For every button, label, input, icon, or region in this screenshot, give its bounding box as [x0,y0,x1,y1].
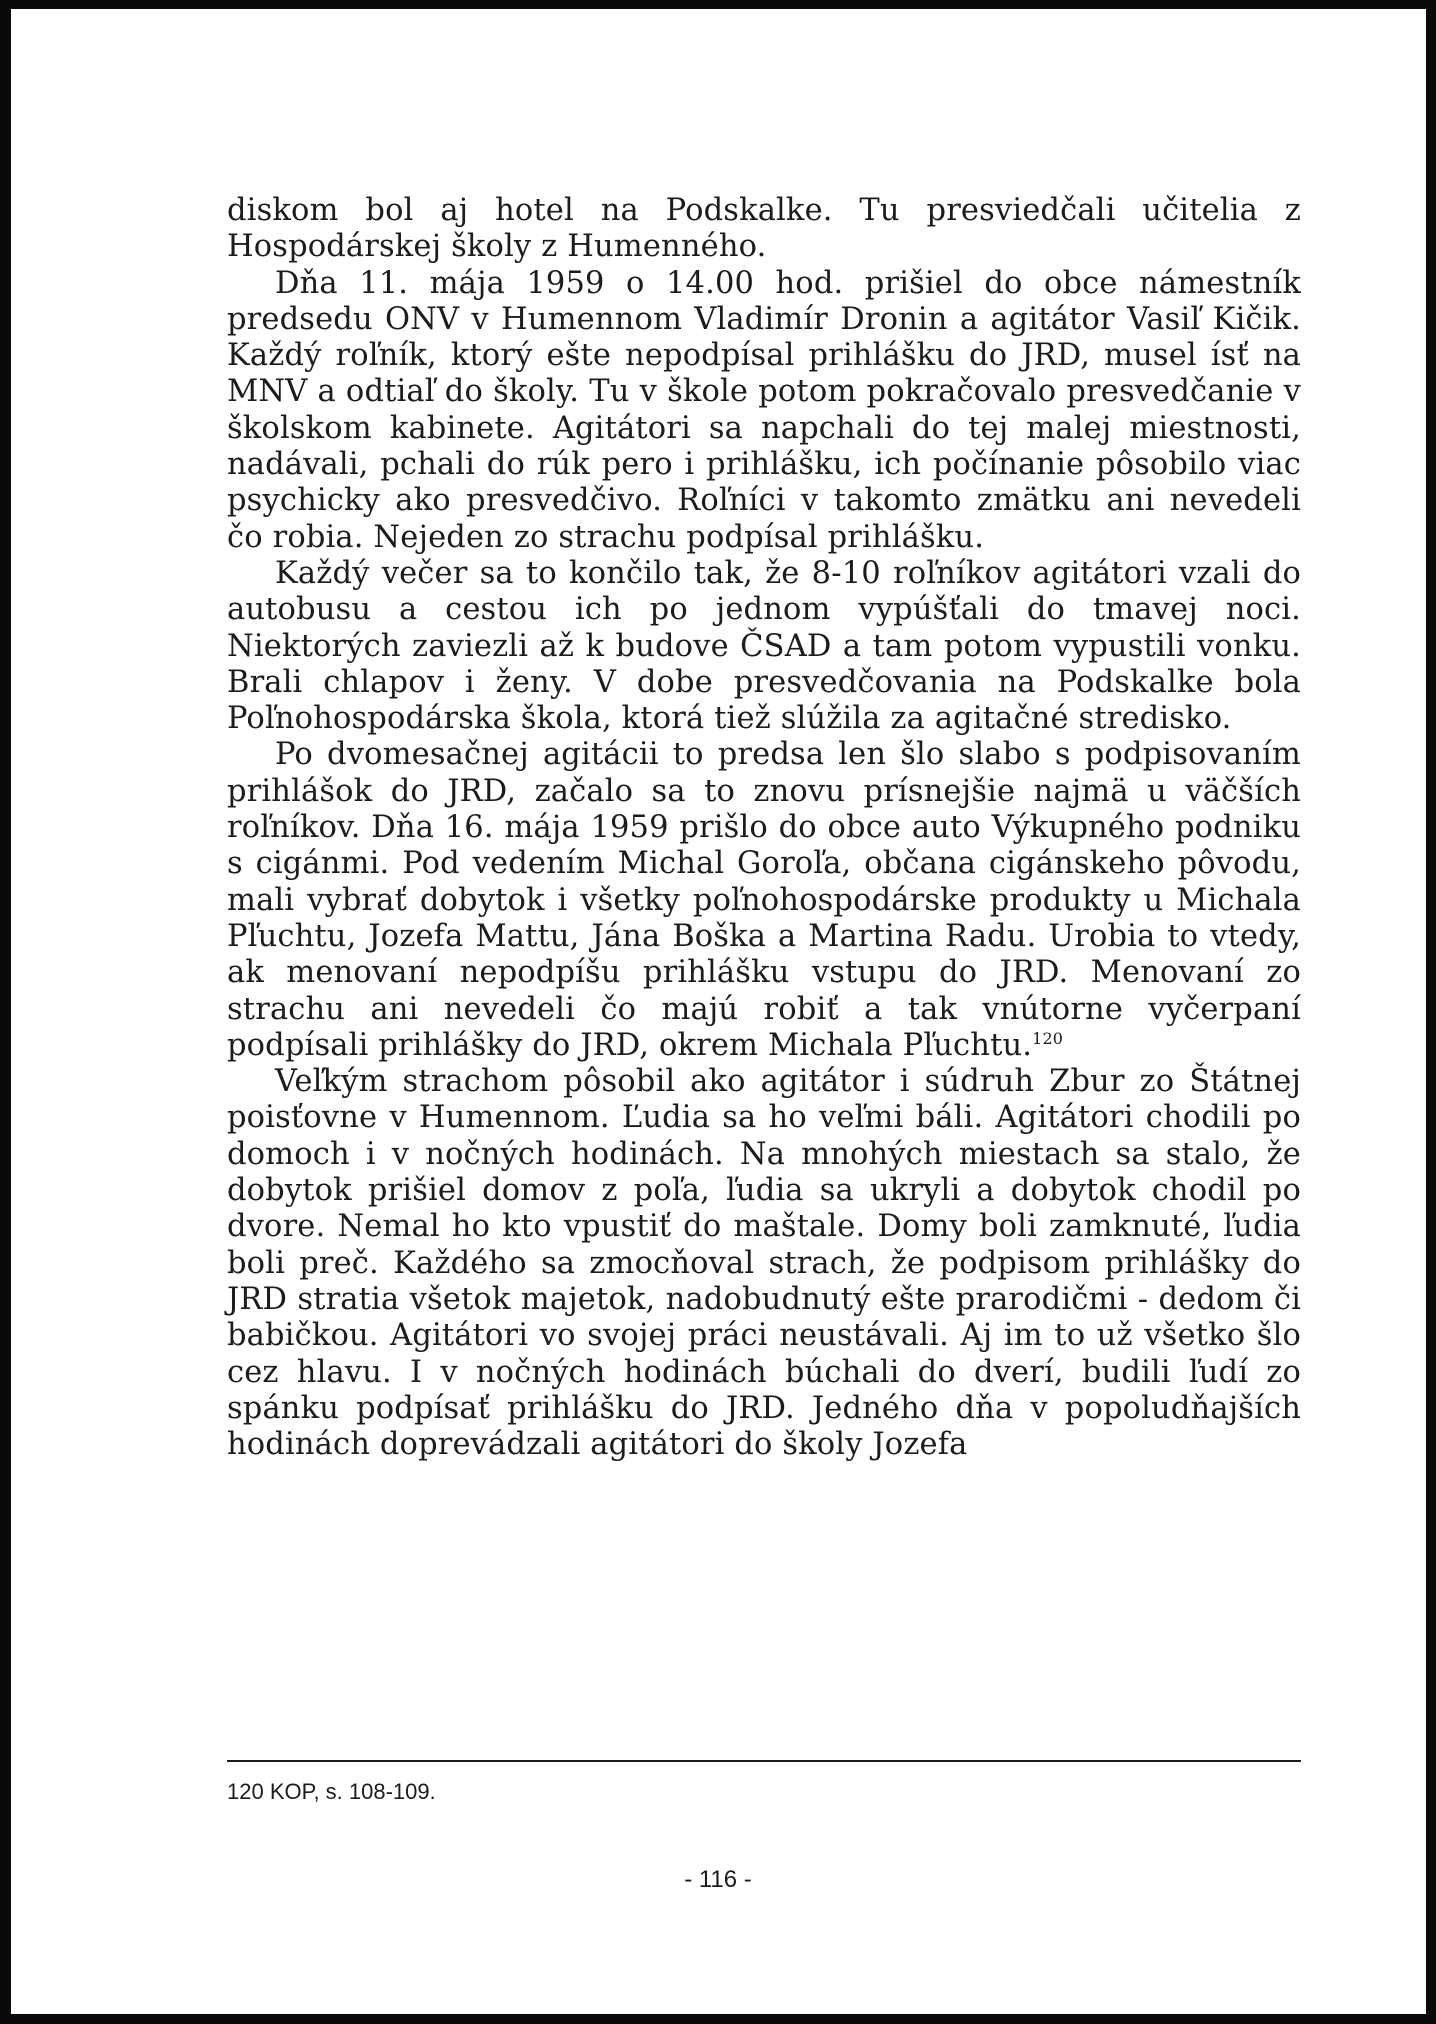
footnote: 120 KOP, s. 108-109. [227,1779,436,1804]
paragraph: Každý večer sa to končilo tak, že 8-10 roľníkov agitátori vzali do autobusu a cestou ich po jednom vypúšťali do tmavej noci. Niektorých zaviezli až k budove ČSAD a tam potom vypustili vonku. Brali chlapov i ženy. V dobe presvedčovania na Podskalke bola Poľnohospodárska škola, ktorá tiež slúžila za agitačné stredisko. [227,555,1301,737]
paragraph: Dňa 11. mája 1959 o 14.00 hod. prišiel do obce námestník predsedu ONV v Humennom Vladimír Dronin a agitátor Vasiľ Kičik. Každý roľník, ktorý ešte nepodpísal prihlášku do JRD, musel ísť na MNV a odtiaľ do školy. Tu v škole potom pokračovalo presvedčanie v školskom kabinete. Agitátori sa napchali do tej malej miestnosti, nadávali, pchali do rúk pero i prihlášku, ich počínanie pôsobilo viac psychicky ako presvedčivo. Roľníci v takomto zmätku ani nevedeli čo robia. Nejeden zo strachu podpísal prihlášku. [227,265,1301,555]
page-number: - 116 - [684,1866,752,1893]
footnote-divider [227,1760,1301,1762]
body-text [227,193,1301,1463]
paragraph-text: Po dvomesačnej agitácii to predsa len šlo slabo s podpisovaním prihlášok do JRD, začalo sa to znovu prísnejšie najmä u väčších roľníkov. Dňa 16. mája 1959 prišlo do obce auto Výkupného podniku s cigánmi. Pod vedením Michal Goroľa, občana cigánskeho pôvodu, mali vybrať dobytok i všetky poľnohospodárske produkty u Michala Pľuchtu, Jozefa Mattu, Jána Boška a Martina Radu. Urobia to vtedy, ak menovaní nepodpíšu prihlášku vstupu do JRD. Menovaní zo strachu ani nevedeli čo majú robiť a tak vnútorne vyčerpaní podpísali prihlášky do JRD, okrem Michala Pľuchtu. [227,737,1301,1063]
paragraph-with-footnote [227,737,1301,1064]
footnote-reference: 120 [1032,1028,1064,1048]
paragraph: Veľkým strachom pôsobil ako agitátor i súdruh Zbur zo Štátnej poisťovne v Humennom. Ľudia sa ho veľmi báli. Agitátori chodili po domoch i v nočných hodinách. Na mnohých miestach sa stalo, že dobytok prišiel domov z poľa, ľudia sa ukryli a dobytok chodil po dvore. Nemal ho kto vpustiť do maštale. Domy boli zamknuté, ľudia boli preč. Každého sa zmocňoval strach, že podpisom prihlášky do JRD stratia všetok majetok, nadobudnutý ešte prarodičmi - dedom či babičkou. Agitátori vo svojej práci neustávali. Aj im to už všetko šlo cez hlavu. I v nočných hodinách búchali do dverí, budili ľudí zo spánku podpísať prihlášku do JRD. Jedného dňa v popoludňajších hodinách doprevádzali agitátori do školy Jozefa [227,1064,1301,1463]
paragraph: diskom bol aj hotel na Podskalke. Tu presviedčali učitelia z Hospodárskej školy z Humenného. [227,193,1301,265]
